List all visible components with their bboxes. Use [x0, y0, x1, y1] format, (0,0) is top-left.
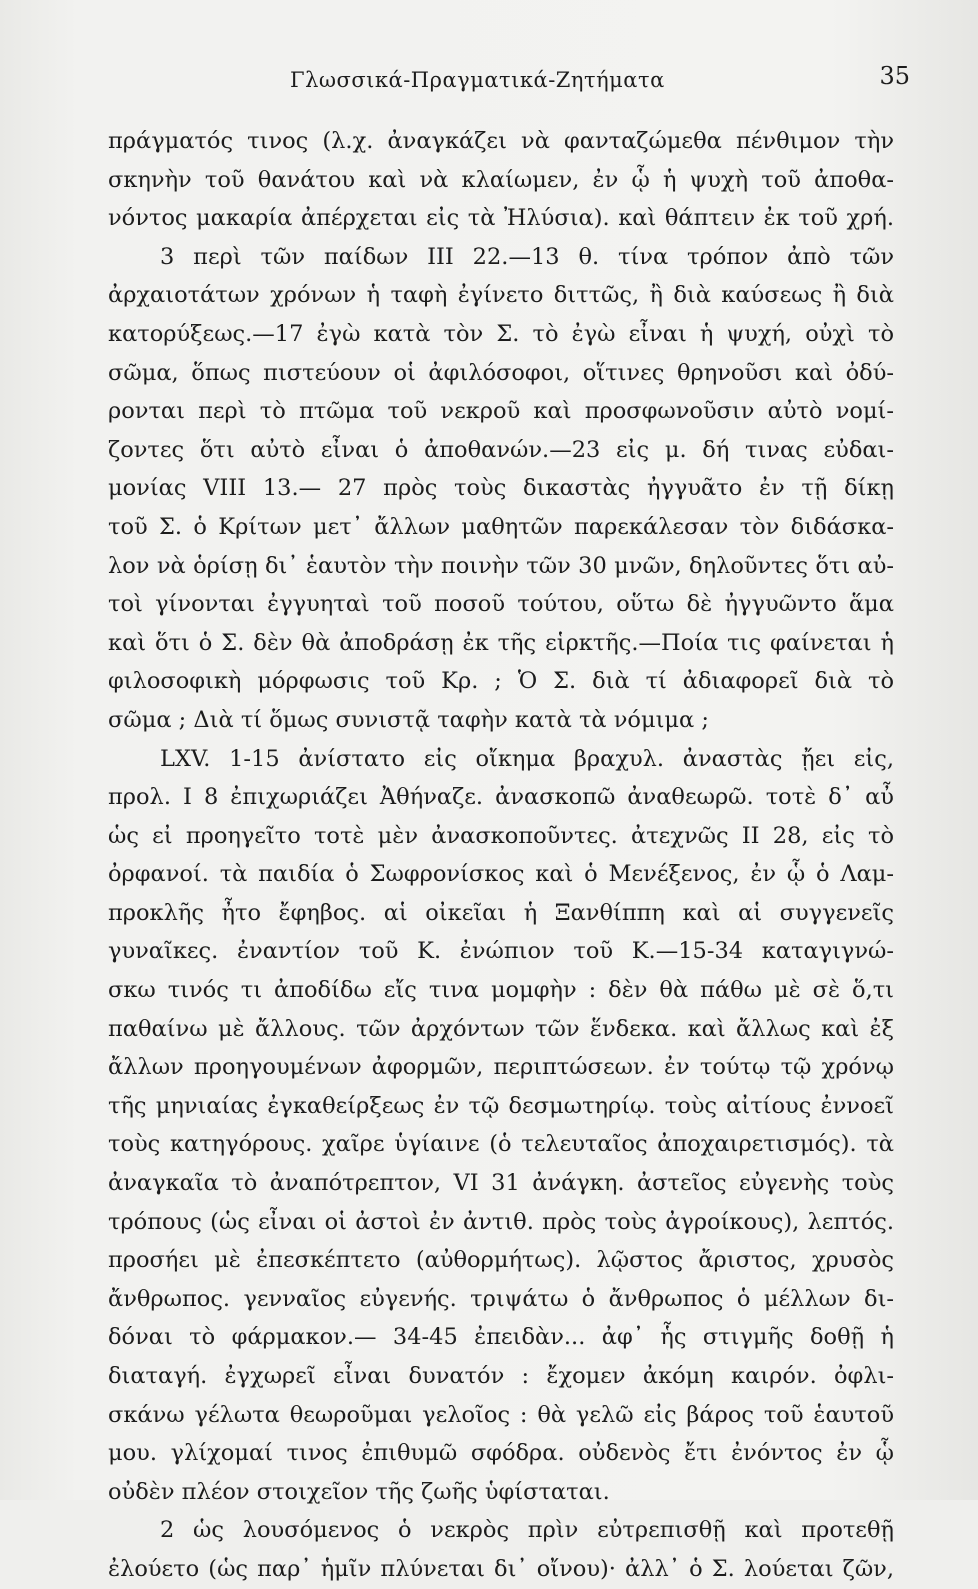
text-line: γυναῖκες. ἐναντίον τοῦ Κ. ἐνώπιον τοῦ Κ.—15-34 καταγιγνώ-: [108, 938, 894, 965]
text-line: φιλοσοφικὴ μόρφωσις τοῦ Κρ. ; Ὁ Σ. διὰ τί ἀδιαφορεῖ διὰ τὸ: [108, 668, 894, 695]
text-line: λον νὰ ὁρίσῃ δι᾿ ἑαυτὸν τὴν ποινὴν τῶν 30 μνῶν, δηλοῦντες ὅτι αὐ-: [108, 552, 894, 579]
text-line: προσήει μὲ ἐπεσκέπτετο (αὐθορμήτως). λῷστος ἄριστος, χρυσὸς: [108, 1247, 894, 1274]
text-line: σκω τινός τι ἀποδίδω εἴς τινα μομφὴν : δὲν θὰ πάθω μὲ σὲ ὅ,τι: [108, 977, 894, 1004]
text-line: τρόπους (ὡς εἶναι οἱ ἀστοὶ ἐν ἀντιθ. πρὸς τοὺς ἀγροίκους), λεπτός.: [108, 1208, 894, 1235]
running-head: Γλωσσικά-Πραγματικά-Ζητήματα: [290, 68, 665, 92]
text-line: προκλῆς ἦτο ἔφηβος. αἱ οἰκεῖαι ἡ Ξανθίππη καὶ αἱ συγγενεῖς: [108, 899, 894, 926]
text-line: οὐδὲν πλέον στοιχεῖον τῆς ζωῆς ὑφίσταται.: [108, 1478, 610, 1505]
text-line: ἄνθρωπος. γενναῖος εὐγενής. τριψάτω ὁ ἄνθρωπος ὁ μέλλων δι-: [108, 1285, 894, 1312]
text-line: ἀναγκαῖα τὸ ἀναπότρεπτον, VI 31 ἀνάγκη. ἀστεῖος εὐγενὴς τοὺς: [108, 1170, 894, 1197]
text-line: ἄλλων προηγουμένων ἀφορμῶν, περιπτώσεων. ἐν τούτῳ τῷ χρόνῳ: [108, 1054, 894, 1081]
text-line: 3 περὶ τῶν παίδων ΙΙΙ 22.—13 θ. τίνα τρόπον ἀπὸ τῶν: [160, 243, 894, 270]
text-line: τοῦ Σ. ὁ Κρίτων μετ᾿ ἄλλων μαθητῶν παρεκάλεσαν τὸν διδάσκα-: [108, 513, 894, 540]
text-line: ὡς εἰ προηγεῖτο τοτὲ μὲν ἀνασκοποῦντες. ἀτεχνῶς ΙΙ 28, εἰς τὸ: [108, 822, 894, 849]
text-line: προλ. Ι 8 ἐπιχωριάζει Ἀθήναζε. ἀνασκοπῶ ἀναθεωρῶ. τοτὲ δ᾿ αὖ: [108, 784, 894, 811]
text-line: τοὺς κατηγόρους. χαῖρε ὑγίαινε (ὁ τελευταῖος ἀποχαιρετισμός). τὰ: [108, 1131, 894, 1158]
text-line: μονίας VIII 13.— 27 πρὸς τοὺς δικαστὰς ἠγγυᾶτο ἐν τῇ δίκῃ: [108, 475, 894, 502]
text-line: τῆς μηνιαίας ἐγκαθείρξεως ἐν τῷ δεσμωτηρίῳ. τοὺς αἰτίους ἐννοεῖ: [108, 1092, 894, 1119]
page-header: [110, 62, 910, 102]
text-line: τοὶ γίνονται ἐγγυηταὶ τοῦ ποσοῦ τούτου, οὕτω δὲ ἠγγυῶντο ἅμα: [108, 591, 894, 618]
text-line: καὶ ὅτι ὁ Σ. δὲν θὰ ἀποδράσῃ ἐκ τῆς εἱρκτῆς.—Ποία τις φαίνεται ἡ: [108, 629, 894, 656]
page-number: 35: [879, 62, 910, 90]
text-line: δόναι τὸ φάρμακον.— 34-45 ἐπειδὰν... ἀφ᾿ ἧς στιγμῆς δοθῇ ἡ: [108, 1324, 894, 1351]
text-line: σῶμα ; Διὰ τί ὅμως συνιστᾷ ταφὴν κατὰ τὰ νόμιμα ;: [108, 706, 709, 733]
text-line: σῶμα, ὅπως πιστεύουν οἱ ἀφιλόσοφοι, οἵτινες θρηνοῦσι καὶ ὀδύ-: [108, 359, 894, 386]
text-line: ἐλούετο (ὡς παρ᾿ ἡμῖν πλύνεται δι᾿ οἴνου)· ἀλλ᾿ ὁ Σ. λούεται ζῶν,: [108, 1555, 894, 1582]
text-line: παθαίνω μὲ ἄλλους. τῶν ἀρχόντων τῶν ἕνδεκα. καὶ ἄλλως καὶ ἐξ: [108, 1015, 894, 1042]
text-line: κατορύξεως.—17 ἐγὼ κατὰ τὸν Σ. τὸ ἐγὼ εἶναι ἡ ψυχή, οὐχὶ τὸ: [108, 320, 894, 347]
text-line: σκάνω γέλωτα θεωροῦμαι γελοῖος : θὰ γελῶ εἰς βάρος τοῦ ἑαυτοῦ: [108, 1401, 894, 1428]
text-line: μου. γλίχομαί τινος ἐπιθυμῶ σφόδρα. οὐδενὸς ἔτι ἐνόντος ἐν ᾧ: [108, 1440, 894, 1467]
text-line: διαταγή. ἐγχωρεῖ εἶναι δυνατόν : ἔχομεν ἀκόμη καιρόν. ὀφλι-: [108, 1363, 894, 1389]
text-line: ζοντες ὅτι αὐτὸ εἶναι ὁ ἀποθανών.—23 εἰς μ. δή τινας εὐδαι-: [108, 436, 894, 463]
section-heading-line: LXV. 1-15 ἀνίστατο εἰς οἴκημα βραχυλ. ἀναστὰς ᾔει εἰς,: [160, 745, 894, 772]
text-line: νόντος μακαρία ἀπέρχεται εἰς τὰ Ἠλύσια). καὶ θάπτειν ἐκ τοῦ χρή.: [108, 205, 894, 232]
text-line: ἀρχαιοτάτων χρόνων ἡ ταφὴ ἐγίνετο διττῶς, ἢ διὰ καύσεως ἢ διὰ: [108, 282, 894, 309]
text-line: σκηνὴν τοῦ θανάτου καὶ νὰ κλαίωμεν, ἐν ᾧ ἡ ψυχὴ τοῦ ἀποθα-: [108, 166, 894, 193]
text-line: ὀρφανοί. τὰ παιδία ὁ Σωφρονίσκος καὶ ὁ Μενέξενος, ἐν ᾧ ὁ Λαμ-: [108, 861, 894, 888]
text-line: 2 ὡς λουσόμενος ὁ νεκρὸς πρὶν εὐτρεπισθῇ καὶ προτεθῇ: [160, 1517, 894, 1544]
text-line: ρονται περὶ τὸ πτῶμα τοῦ νεκροῦ καὶ προσφωνοῦσιν αὐτὸ νομί-: [108, 398, 894, 425]
text-line: πράγματός τινος (λ.χ. ἀναγκάζει νὰ φανταζώμεθα πένθιμον τὴν: [108, 128, 894, 154]
commentary-text: [108, 122, 894, 1589]
